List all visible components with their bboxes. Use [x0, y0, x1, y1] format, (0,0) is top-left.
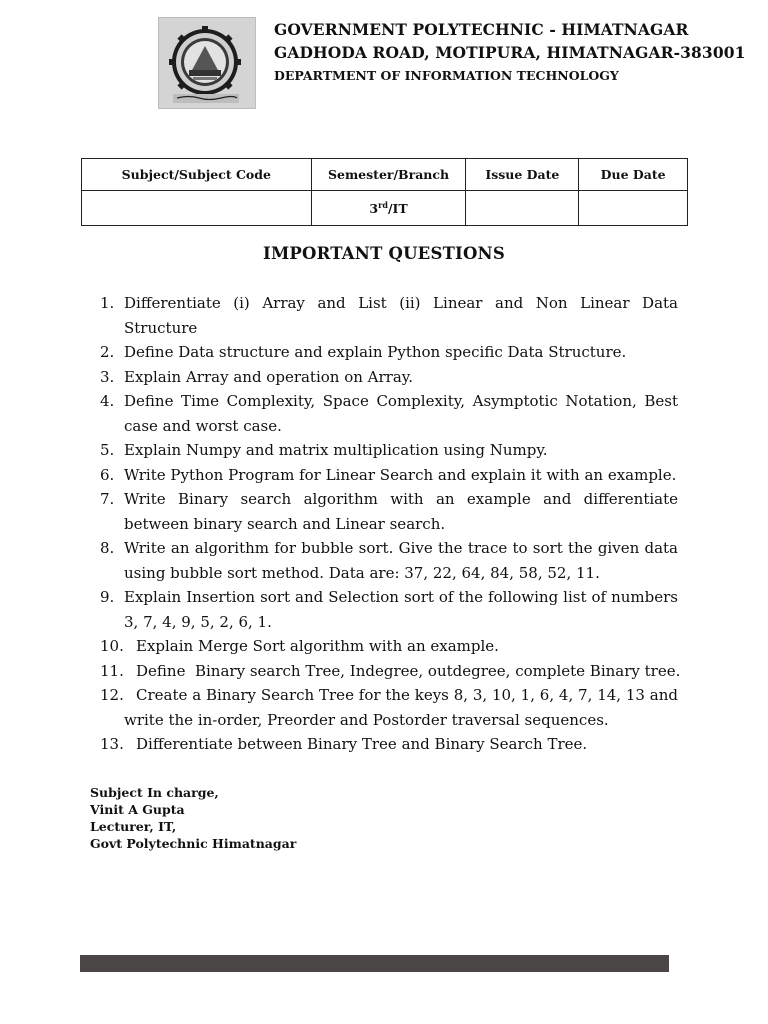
assignment-info-table — [81, 158, 688, 226]
list-item — [96, 659, 681, 684]
question-number: 1. — [100, 294, 115, 312]
question-number: 10. — [100, 637, 124, 655]
list-item — [96, 291, 678, 340]
page-title: IMPORTANT QUESTIONS — [263, 244, 505, 263]
question-number: 3. — [100, 367, 115, 386]
header-issue-date: Issue Date — [466, 159, 579, 191]
signature-institution: Govt Polytechnic Himatnagar — [90, 836, 297, 851]
question-text: Explain Insertion sort and Selection sort of the following list of numbers 3, 7, 4, 9, 5, 2, 6, 1. — [124, 588, 678, 631]
semester-suffix: rd — [378, 199, 388, 210]
list-item — [96, 585, 678, 634]
question-number: 13. — [100, 735, 124, 753]
signature-block — [90, 784, 296, 852]
question-number: 2. — [100, 343, 115, 361]
list-item — [96, 438, 678, 463]
list-item — [96, 340, 678, 365]
question-number: 9. — [100, 588, 115, 606]
list-item — [96, 683, 678, 732]
table-row — [82, 191, 688, 226]
list-item — [96, 487, 678, 536]
question-number: 7. — [100, 490, 115, 508]
cell-issue-date — [466, 191, 579, 226]
list-item — [96, 463, 678, 488]
list-item — [96, 732, 678, 757]
department-name: DEPARTMENT OF INFORMATION TECHNOLOGY — [274, 68, 619, 83]
question-number: 4. — [100, 392, 115, 410]
question-text: Define Binary search Tree, Indegree, outdegree, complete Binary tree. — [136, 661, 681, 680]
question-number: 8. — [100, 539, 115, 557]
question-text: Write Binary search algorithm with an example and differentiate between binary search and Linear search. — [124, 490, 678, 533]
institution-name: GOVERNMENT POLYTECHNIC - HIMATNAGAR — [274, 20, 689, 39]
question-number: 5. — [100, 441, 115, 459]
list-item — [96, 634, 678, 659]
question-text: Explain Merge Sort algorithm with an example. — [136, 637, 499, 655]
college-emblem-icon — [158, 17, 256, 109]
cell-subject — [82, 191, 312, 226]
cell-due-date — [579, 191, 688, 226]
question-text: Differentiate (i) Array and List (ii) Linear and Non Linear Data Structure — [124, 294, 678, 337]
header-semester: Semester/Branch — [311, 159, 466, 191]
signature-name: Vinit A Gupta — [90, 802, 185, 817]
signature-title: Lecturer, IT, — [90, 819, 177, 834]
question-text: Write Python Program for Linear Search and explain it with an example. — [124, 465, 677, 484]
semester-ordinal: 3 — [369, 201, 379, 217]
footer-bar — [80, 955, 669, 972]
question-number: 6. — [100, 465, 115, 484]
list-item — [96, 365, 678, 390]
question-text: Explain Numpy and matrix multiplication using Numpy. — [124, 441, 548, 459]
institution-address: GADHODA ROAD, MOTIPURA, HIMATNAGAR-383001 — [274, 43, 746, 62]
cell-semester-branch — [311, 191, 466, 226]
branch: /IT — [387, 201, 408, 217]
question-number: 11. — [100, 661, 124, 680]
question-text: Write an algorithm for bubble sort. Give the trace to sort the given data using bubble sort method. Data are: 37, 22, 64, 84, 58, 52, 11. — [124, 539, 678, 582]
header-subject: Subject/Subject Code — [82, 159, 312, 191]
question-text: Define Data structure and explain Python specific Data Structure. — [124, 343, 627, 361]
question-text: Create a Binary Search Tree for the keys 8, 3, 10, 1, 6, 4, 7, 14, 13 and write the in-order, Preorder and Postorder traversal sequences. — [124, 686, 678, 729]
signature-role: Subject In charge, — [90, 785, 219, 800]
list-item — [96, 536, 678, 585]
question-text: Differentiate between Binary Tree and Binary Search Tree. — [136, 735, 588, 753]
header-due-date: Due Date — [579, 159, 688, 191]
question-text: Define Time Complexity, Space Complexity, Asymptotic Notation, Best case and worst case. — [124, 392, 678, 435]
list-item — [96, 389, 678, 438]
question-number: 12. — [100, 686, 124, 704]
question-text: Explain Array and operation on Array. — [124, 367, 414, 386]
table-header-row — [82, 159, 688, 191]
question-list — [96, 291, 681, 757]
